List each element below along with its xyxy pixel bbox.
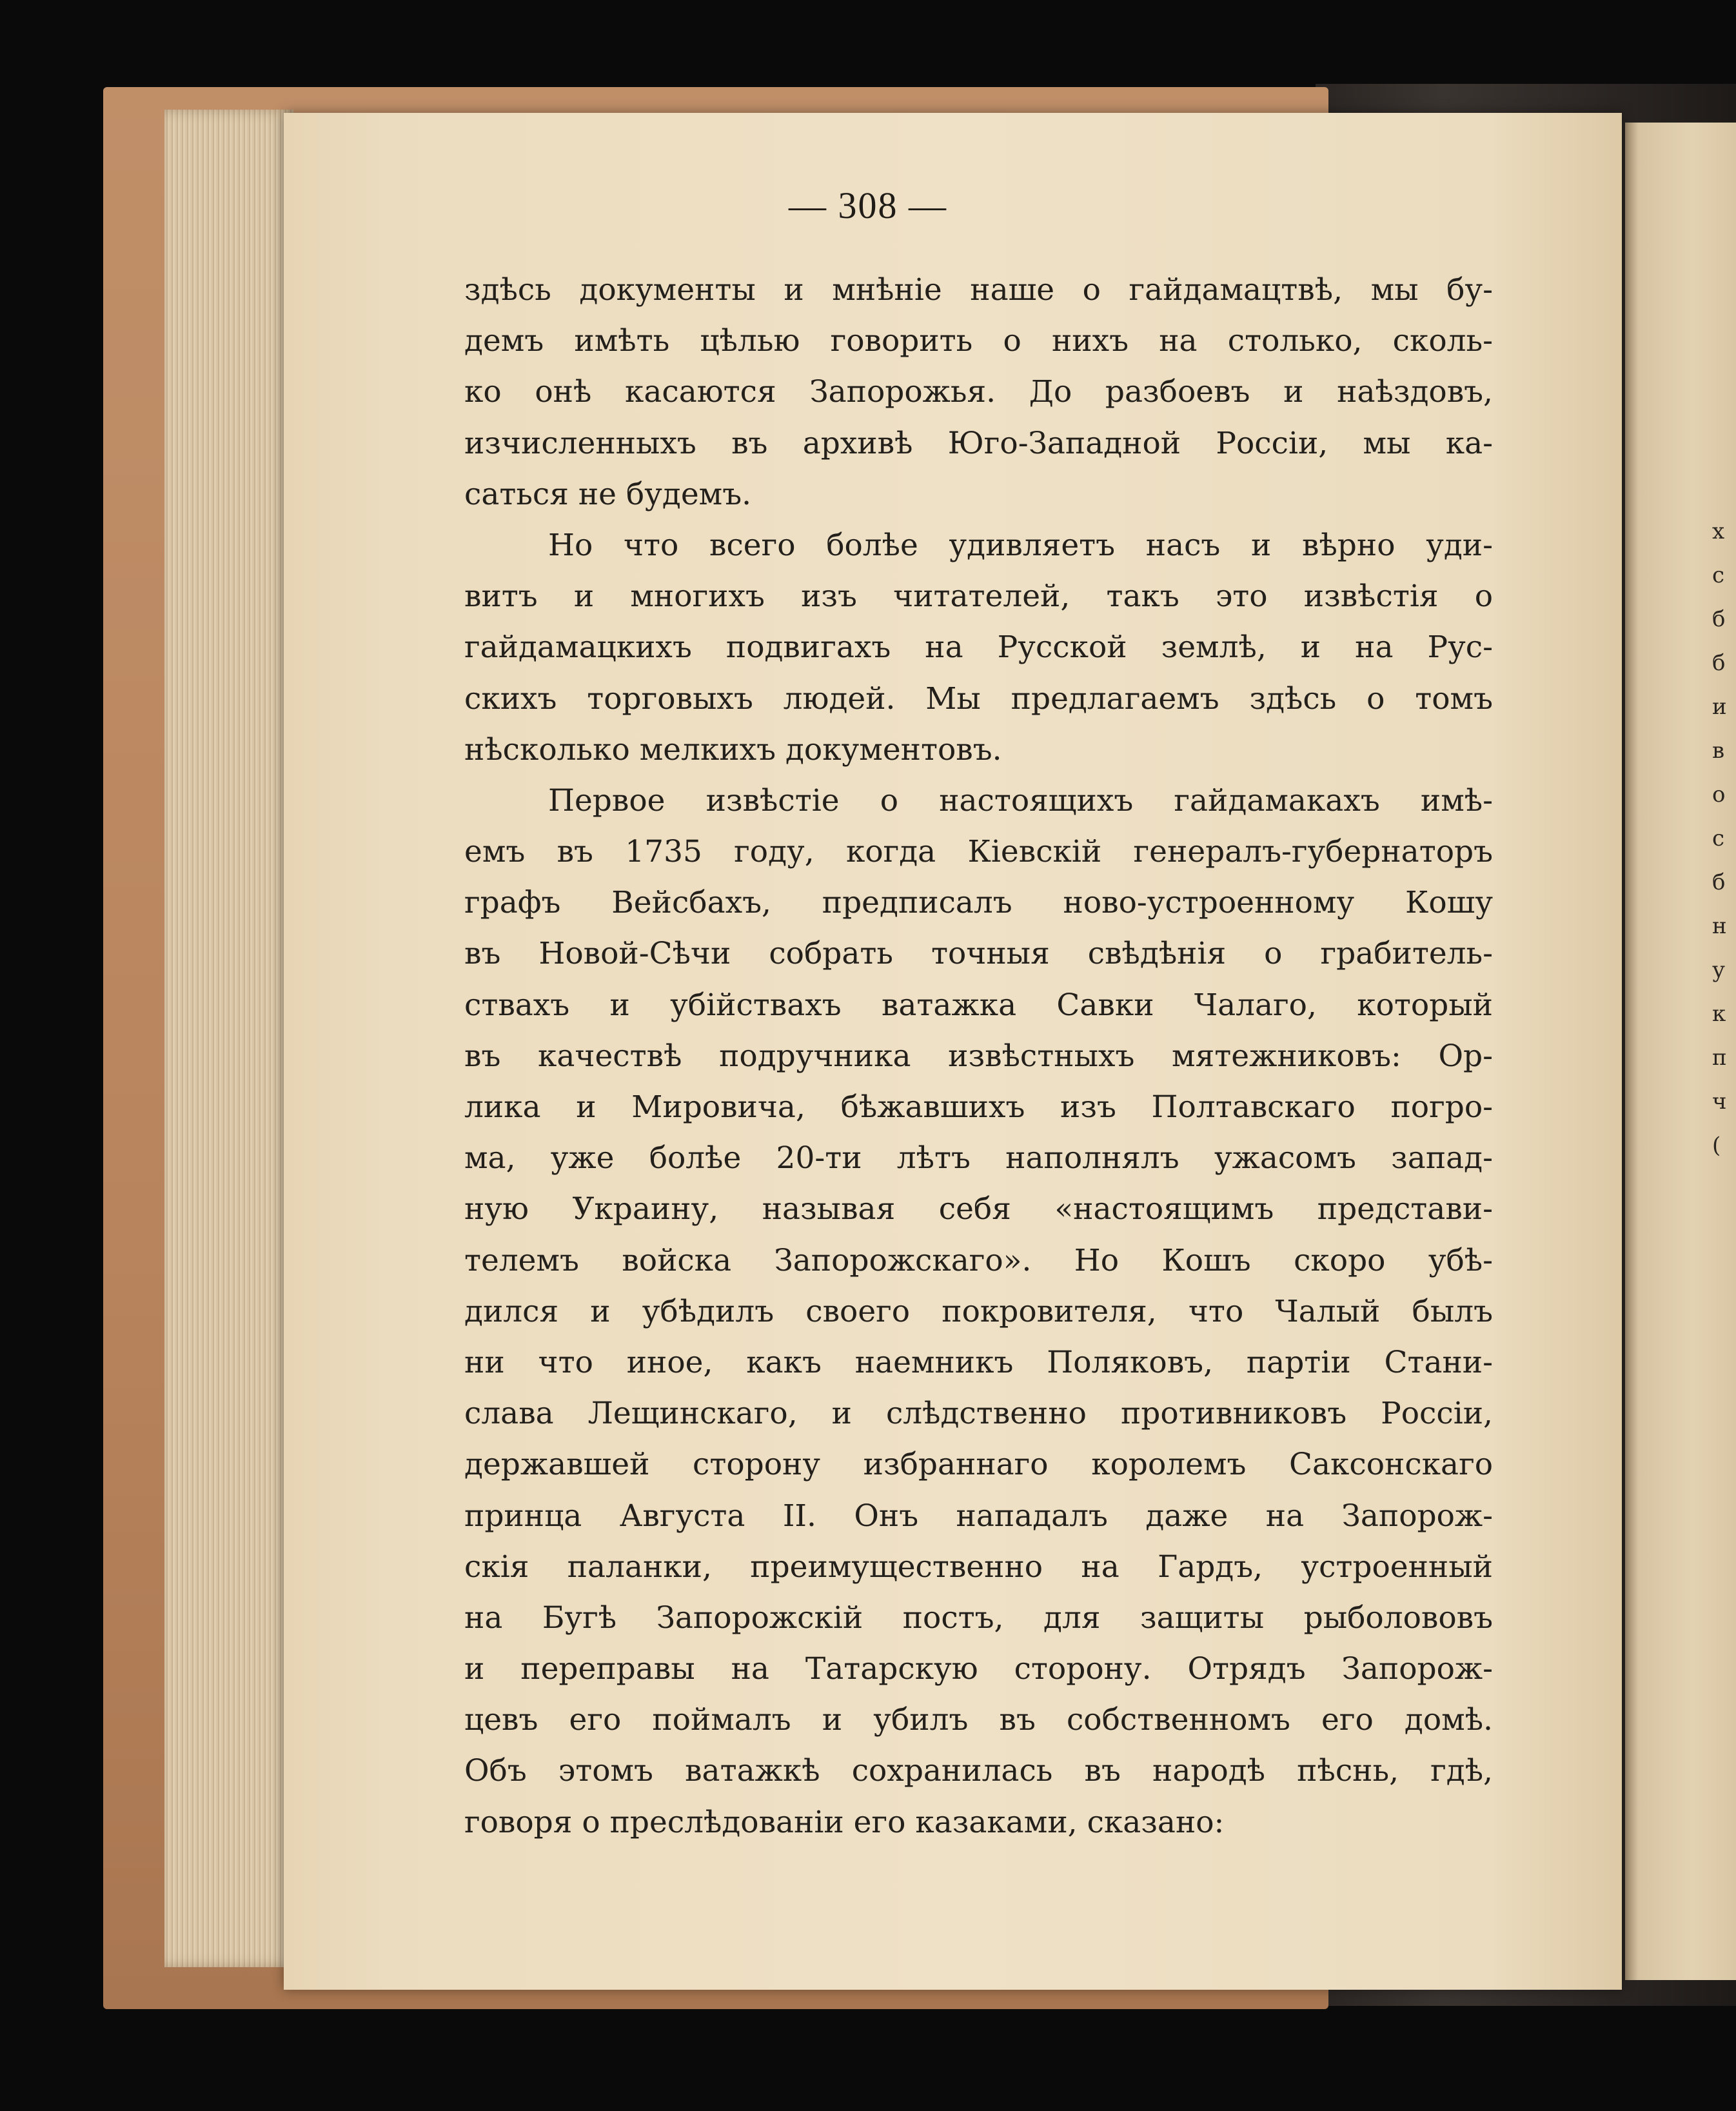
text-line: державшей сторону избраннаго королемъ Саксонскаго: [464, 1447, 1493, 1483]
text-line: скихъ торговыхъ людей. Мы предлагаемъ здѣсь о томъ: [464, 680, 1493, 717]
facing-page-letters: [1712, 510, 1736, 1167]
text-line: саться не будемъ.: [464, 476, 752, 512]
facing-letter: с: [1712, 562, 1725, 588]
text-line: витъ и многихъ изъ читателей, такъ это извѣстія о: [464, 579, 1493, 615]
text-line: демъ имѣть цѣлью говорить о нихъ на столько, сколь-: [464, 323, 1493, 359]
text-line: графъ Вейсбахъ, предписалъ ново-устроенному Кошу: [464, 885, 1493, 921]
facing-letter: о: [1712, 782, 1726, 808]
facing-letter: (: [1712, 1133, 1721, 1158]
text-line: и переправы на Татарскую сторону. Отрядъ Запорож-: [464, 1651, 1493, 1687]
facing-letter: х: [1712, 519, 1725, 544]
text-line: ма, уже болѣе 20-ти лѣтъ наполнялъ ужасомъ запад-: [464, 1140, 1493, 1176]
text-line: принца Августа II. Онъ нападалъ даже на Запорож-: [464, 1498, 1493, 1534]
text-line: ко онѣ касаются Запорожья. До разбоевъ и наѣздовъ,: [464, 374, 1493, 410]
facing-letter: у: [1712, 957, 1726, 983]
facing-letter: н: [1712, 913, 1727, 939]
facing-letter: п: [1712, 1045, 1727, 1071]
text-line: ни что иное, какъ наемникъ Поляковъ, партіи Стани-: [464, 1344, 1493, 1380]
facing-letter: в: [1712, 738, 1725, 764]
page-number: — 308 —: [789, 184, 947, 226]
text-line: дился и убѣдилъ своего покровителя, что Чалый былъ: [464, 1293, 1493, 1329]
text-line: гайдамацкихъ подвигахъ на Русской землѣ, и на Рус-: [464, 629, 1493, 666]
text-line: на Бугѣ Запорожскій постъ, для защиты рыболововъ: [464, 1600, 1493, 1636]
text-line: здѣсь документы и мнѣніе наше о гайдамацтвѣ, мы бу-: [464, 272, 1493, 308]
page-text: [464, 264, 1493, 1848]
facing-letter: б: [1712, 869, 1726, 895]
facing-letter: б: [1712, 606, 1726, 632]
text-line: Но что всего болѣе удивляетъ насъ и вѣрно уди-: [548, 527, 1493, 563]
text-line: лика и Мировича, бѣжавшихъ изъ Полтавскаго погро-: [464, 1089, 1493, 1125]
text-line: слава Лещинскаго, и слѣдственно противниковъ Россіи,: [464, 1396, 1493, 1432]
facing-letter: и: [1712, 694, 1727, 720]
text-line: Объ этомъ ватажкѣ сохранилась въ народѣ пѣснь, гдѣ,: [464, 1753, 1493, 1789]
text-line: телемъ войска Запорожскаго». Но Кошъ скоро убѣ-: [464, 1242, 1493, 1278]
text-line: ствахъ и убійствахъ ватажка Савки Чалаго, который: [464, 987, 1493, 1023]
text-line: въ качествѣ подручника извѣстныхъ мятежниковъ: Ор-: [464, 1038, 1493, 1074]
text-line: нѣсколько мелкихъ документовъ.: [464, 731, 1002, 768]
text-line: говоря о преслѣдованіи его казаками, сказано:: [464, 1804, 1225, 1840]
facing-letter: к: [1712, 1001, 1726, 1027]
text-line: ную Украину, называя себя «настоящимъ представи-: [464, 1191, 1493, 1227]
text-line: цевъ его поймалъ и убилъ въ собственномъ его домѣ.: [464, 1702, 1493, 1738]
facing-letter: ч: [1712, 1089, 1727, 1115]
facing-letter: с: [1712, 826, 1725, 851]
text-line: скія паланки, преимущественно на Гардъ, устроенный: [464, 1549, 1493, 1585]
facing-letter: б: [1712, 650, 1726, 676]
text-line: изчисленныхъ въ архивѣ Юго-Западной Россіи, мы ка-: [464, 425, 1493, 461]
text-line: емъ въ 1735 году, когда Кіевскій генералъ-губернаторъ: [464, 834, 1493, 870]
page-edges: [164, 110, 293, 1967]
text-line: въ Новой-Сѣчи собрать точныя свѣдѣнія о грабитель-: [464, 936, 1493, 972]
text-line: Первое извѣстіе о настоящихъ гайдамакахъ имѣ-: [548, 782, 1493, 818]
